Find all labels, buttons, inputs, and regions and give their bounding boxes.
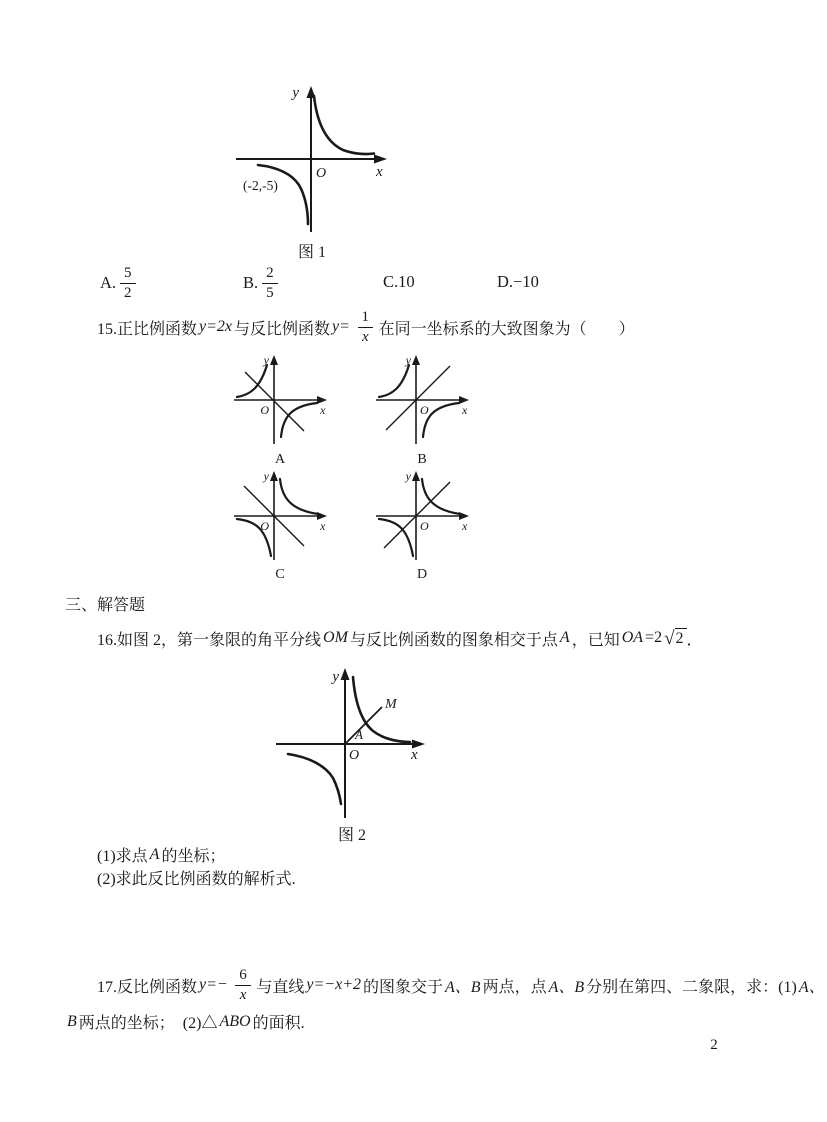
choice-d-caption: D (416, 567, 428, 582)
q16-sub1-part: 的坐标； (161, 848, 226, 865)
x-axis-arrow (374, 155, 387, 164)
radicand: 2 (675, 628, 687, 648)
origin-label: O (316, 166, 327, 181)
q17-math: A、 (798, 978, 825, 996)
y-axis-arrow (341, 668, 350, 680)
question-17-line1 (97, 963, 827, 1007)
q17-text-part: 分别在第四、二象限，求：(1) (586, 978, 797, 996)
fraction-denominator: x (239, 986, 247, 1003)
point-a-label: A (355, 727, 363, 742)
x-axis-label: x (411, 747, 418, 763)
q16-equals: =2 (645, 629, 663, 646)
page-number: 2 (710, 1037, 718, 1053)
choice-a-caption: A (274, 452, 286, 467)
q17-math: ABO (219, 1012, 251, 1030)
origin-label: O (260, 519, 269, 533)
origin-label: O (420, 519, 429, 533)
x-axis-label: x (320, 519, 326, 533)
option-c (383, 272, 415, 292)
q17-math: y=− (199, 976, 228, 993)
hyperbola-branch-q1 (314, 96, 374, 154)
q16-sub2 (97, 866, 296, 889)
q16-math: A (559, 629, 570, 646)
hyperbola-branch-q2 (379, 365, 409, 397)
proportional-line (384, 482, 450, 548)
y-axis-arrow (412, 355, 420, 365)
ray-om (345, 707, 382, 744)
hyperbola-branch-q3 (288, 754, 341, 804)
q17-text-part: 两点，点 (482, 978, 547, 996)
choice-graph-a (230, 352, 330, 452)
option-b-fraction (262, 265, 278, 302)
origin-label: O (260, 403, 269, 417)
choice-graph-c (230, 468, 330, 568)
q15-text-part: 与反比例函数 (234, 320, 331, 338)
fraction-numerator: 5 (120, 265, 136, 284)
y-axis-arrow (270, 355, 278, 365)
x-axis-label: x (320, 403, 326, 417)
q16-sub1 (97, 843, 225, 866)
fraction-numerator: 1 (358, 309, 374, 328)
origin-label: O (420, 403, 429, 417)
figure1-caption: 图 1 (297, 244, 326, 261)
q17-text-part: 两点的坐标； (2)△ (78, 1015, 218, 1032)
y-axis-label: y (405, 469, 411, 483)
choice-c-caption: C (275, 567, 285, 582)
option-c-label: C.10 (383, 272, 415, 291)
q16-sub1-math: A (149, 845, 160, 863)
q17-fraction (234, 967, 253, 1004)
q16-text-part: 与反比例函数的图象相交于点 (349, 631, 558, 649)
question-17-line2 (65, 1010, 305, 1033)
option-b (243, 261, 282, 305)
q16-math: OA (621, 629, 644, 646)
option-d (497, 272, 539, 292)
q17-text-part: 与直线 (256, 978, 305, 996)
hyperbola-branch-q2 (237, 365, 267, 397)
hyperbola-branch-q1 (280, 479, 318, 514)
q16-text-part: ，已知 (571, 631, 620, 649)
figure2-graph (268, 664, 436, 822)
q17-text-part: 17.反比例函数 (97, 978, 198, 996)
y-axis-label: y (332, 669, 339, 685)
figure2-caption: 图 2 (337, 827, 366, 844)
question-16-text (97, 624, 703, 652)
hyperbola-branch-q1 (422, 479, 460, 514)
q15-text-part: 在同一坐标系的大致图象为（ ） (378, 320, 635, 338)
q15-fraction (356, 309, 375, 346)
q17-math: A、B (548, 978, 585, 996)
q17-text-part: 的图象交于 (363, 978, 444, 996)
choice-graph-b (372, 352, 472, 452)
figure1-graph (228, 82, 396, 238)
q15-math: y=2x (199, 318, 233, 335)
hyperbola-branch-q4 (281, 403, 317, 437)
q17-math: B (67, 1012, 77, 1030)
option-a-label: A. (100, 273, 117, 292)
origin-label: O (349, 748, 360, 763)
choice-b-caption: B (417, 452, 427, 467)
option-a-fraction (120, 265, 136, 302)
q16-period: ． (686, 631, 703, 649)
fraction-denominator: 5 (266, 284, 274, 301)
y-axis-label: y (263, 353, 269, 367)
radical-sign: √ (664, 627, 675, 649)
option-a (100, 261, 140, 305)
y-axis-arrow (412, 471, 420, 481)
q16-math: OM (323, 629, 348, 646)
section-heading (65, 592, 145, 615)
option-d-label: D.−10 (497, 272, 539, 291)
proportional-line (386, 366, 450, 430)
q15-text-part: 15.正比例函数 (97, 320, 198, 338)
q15-math: y= (332, 318, 350, 335)
y-axis-label: y (405, 353, 411, 367)
y-axis-label: y (292, 85, 299, 101)
square-root (664, 628, 686, 648)
fraction-numerator: 6 (235, 967, 251, 986)
hyperbola-branch-q3 (258, 165, 308, 224)
q16-sub2-text: (2)求此反比例函数的解析式. (97, 871, 296, 888)
y-axis-label: y (263, 469, 269, 483)
fraction-denominator: 2 (124, 284, 132, 301)
y-axis-arrow (270, 471, 278, 481)
x-axis-label: x (462, 403, 468, 417)
point-m-label: M (385, 697, 397, 712)
fraction-denominator: x (361, 328, 369, 345)
q16-sub1-part: (1)求点 (97, 848, 148, 865)
point-label: (-2,-5) (243, 178, 278, 193)
q17-math: y=−x+2 (306, 976, 361, 993)
fraction-numerator: 2 (262, 265, 278, 284)
q17-text-part: 的面积. (252, 1015, 305, 1032)
x-axis-label: x (462, 519, 468, 533)
q16-text-part: 16.如图 2，第一象限的角平分线 (97, 631, 322, 649)
choice-graph-d (372, 468, 472, 568)
x-axis-label: x (376, 164, 383, 180)
option-b-label: B. (243, 273, 259, 292)
q17-math: A、B (445, 978, 481, 996)
section-heading-label: 三、解答题 (65, 597, 146, 614)
question-15-text (97, 305, 635, 349)
